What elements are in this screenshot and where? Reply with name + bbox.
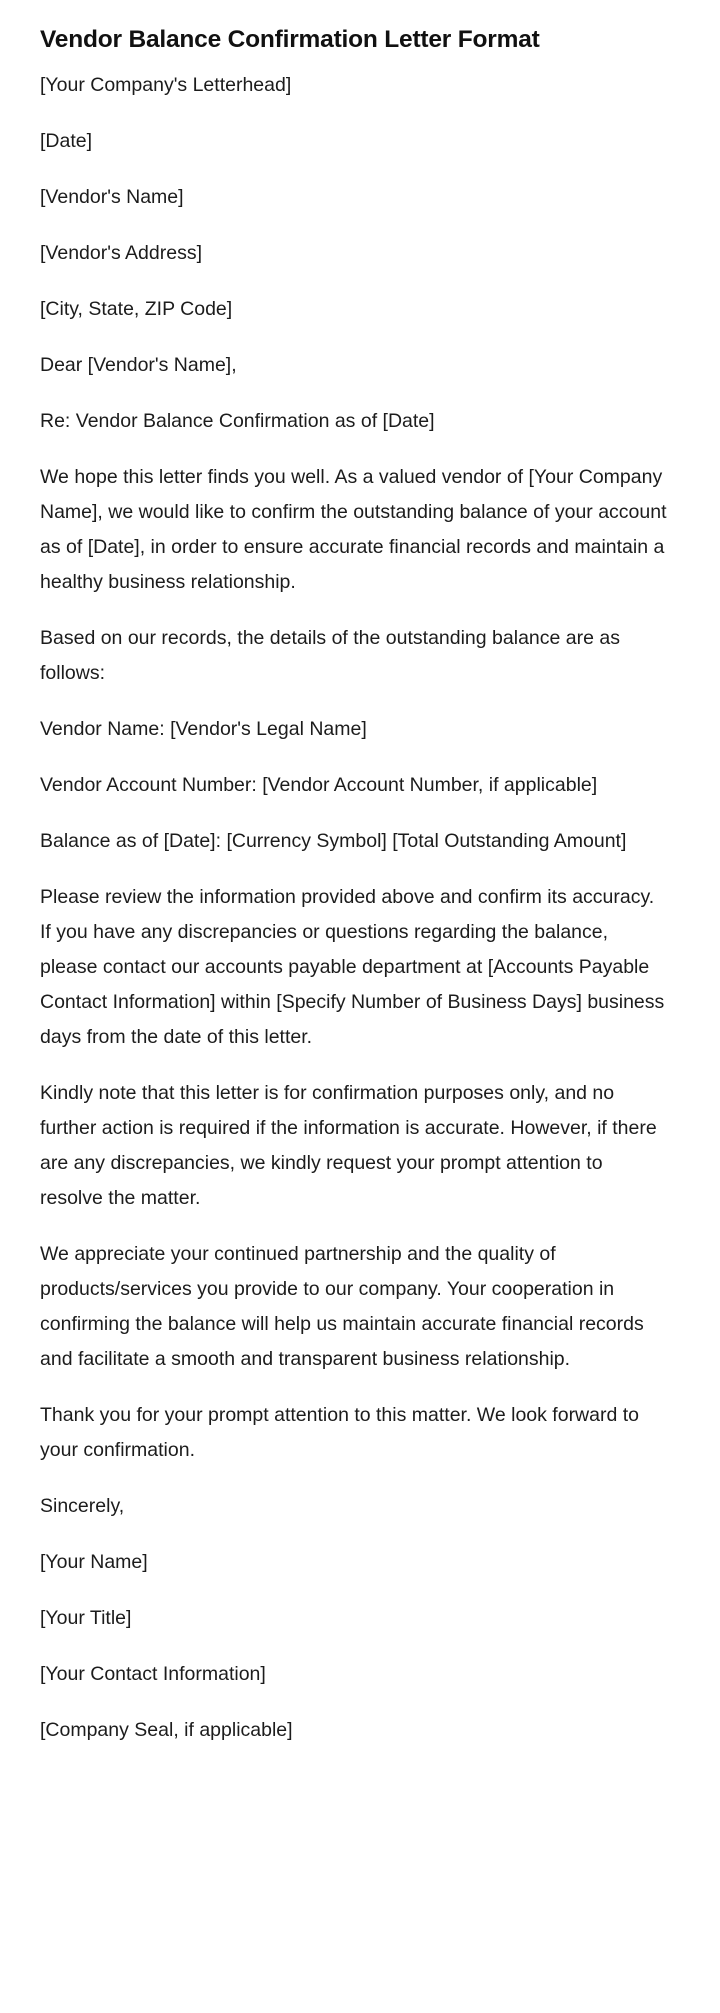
city-state-zip-placeholder: [City, State, ZIP Code] (40, 298, 233, 320)
review-request-paragraph: Please review the information provided above and confirm its accuracy. If you have any discrepancies or questions regarding the balance, please contact our accounts payable department at [Accounts Payable Contact Information] within [Specify Number of Business Days] business days from the date of this letter. (40, 886, 665, 1048)
intro-paragraph: We hope this letter finds you well. As a valued vendor of [Your Company Name], we would like to confirm the outstanding balance of your account as of [Date], in order to ensure accurate financial records and maintain a healthy business relationship. (40, 466, 667, 593)
vendor-legal-name-line: Vendor Name: [Vendor's Legal Name] (40, 718, 367, 740)
signer-title-placeholder: [Your Title] (40, 1607, 132, 1629)
document-title: Vendor Balance Confirmation Letter Format (40, 26, 540, 53)
date-placeholder: [Date] (40, 130, 93, 152)
letterhead-placeholder: [Your Company's Letterhead] (40, 74, 292, 96)
closing: Sincerely, (40, 1495, 125, 1517)
vendor-name-placeholder: [Vendor's Name] (40, 186, 184, 208)
vendor-account-number-line: Vendor Account Number: [Vendor Account Number, if applicable] (40, 774, 598, 796)
confirmation-note-paragraph: Kindly note that this letter is for confirmation purposes only, and no further action is required if the information is accurate. However, if there are any discrepancies, we kindly request your prompt attention to resolve the matter. (40, 1082, 657, 1209)
letter-document (40, 24, 670, 1769)
vendor-address-placeholder: [Vendor's Address] (40, 242, 202, 264)
appreciation-paragraph: We appreciate your continued partnership and the quality of products/services you provide to our company. Your cooperation in confirming the balance will help us maintain accurate financial records and facilitate a smooth and transparent business relationship. (40, 1243, 644, 1370)
thank-you-paragraph: Thank you for your prompt attention to this matter. We look forward to your confirmation. (40, 1404, 640, 1461)
company-seal-placeholder: [Company Seal, if applicable] (40, 1719, 293, 1741)
signer-name-placeholder: [Your Name] (40, 1551, 148, 1573)
subject-line: Re: Vendor Balance Confirmation as of [Date] (40, 410, 435, 432)
contact-information-placeholder: [Your Contact Information] (40, 1663, 266, 1685)
balance-line: Balance as of [Date]: [Currency Symbol] [Total Outstanding Amount] (40, 830, 627, 852)
salutation: Dear [Vendor's Name], (40, 354, 237, 376)
records-paragraph: Based on our records, the details of the outstanding balance are as follows: (40, 627, 620, 684)
